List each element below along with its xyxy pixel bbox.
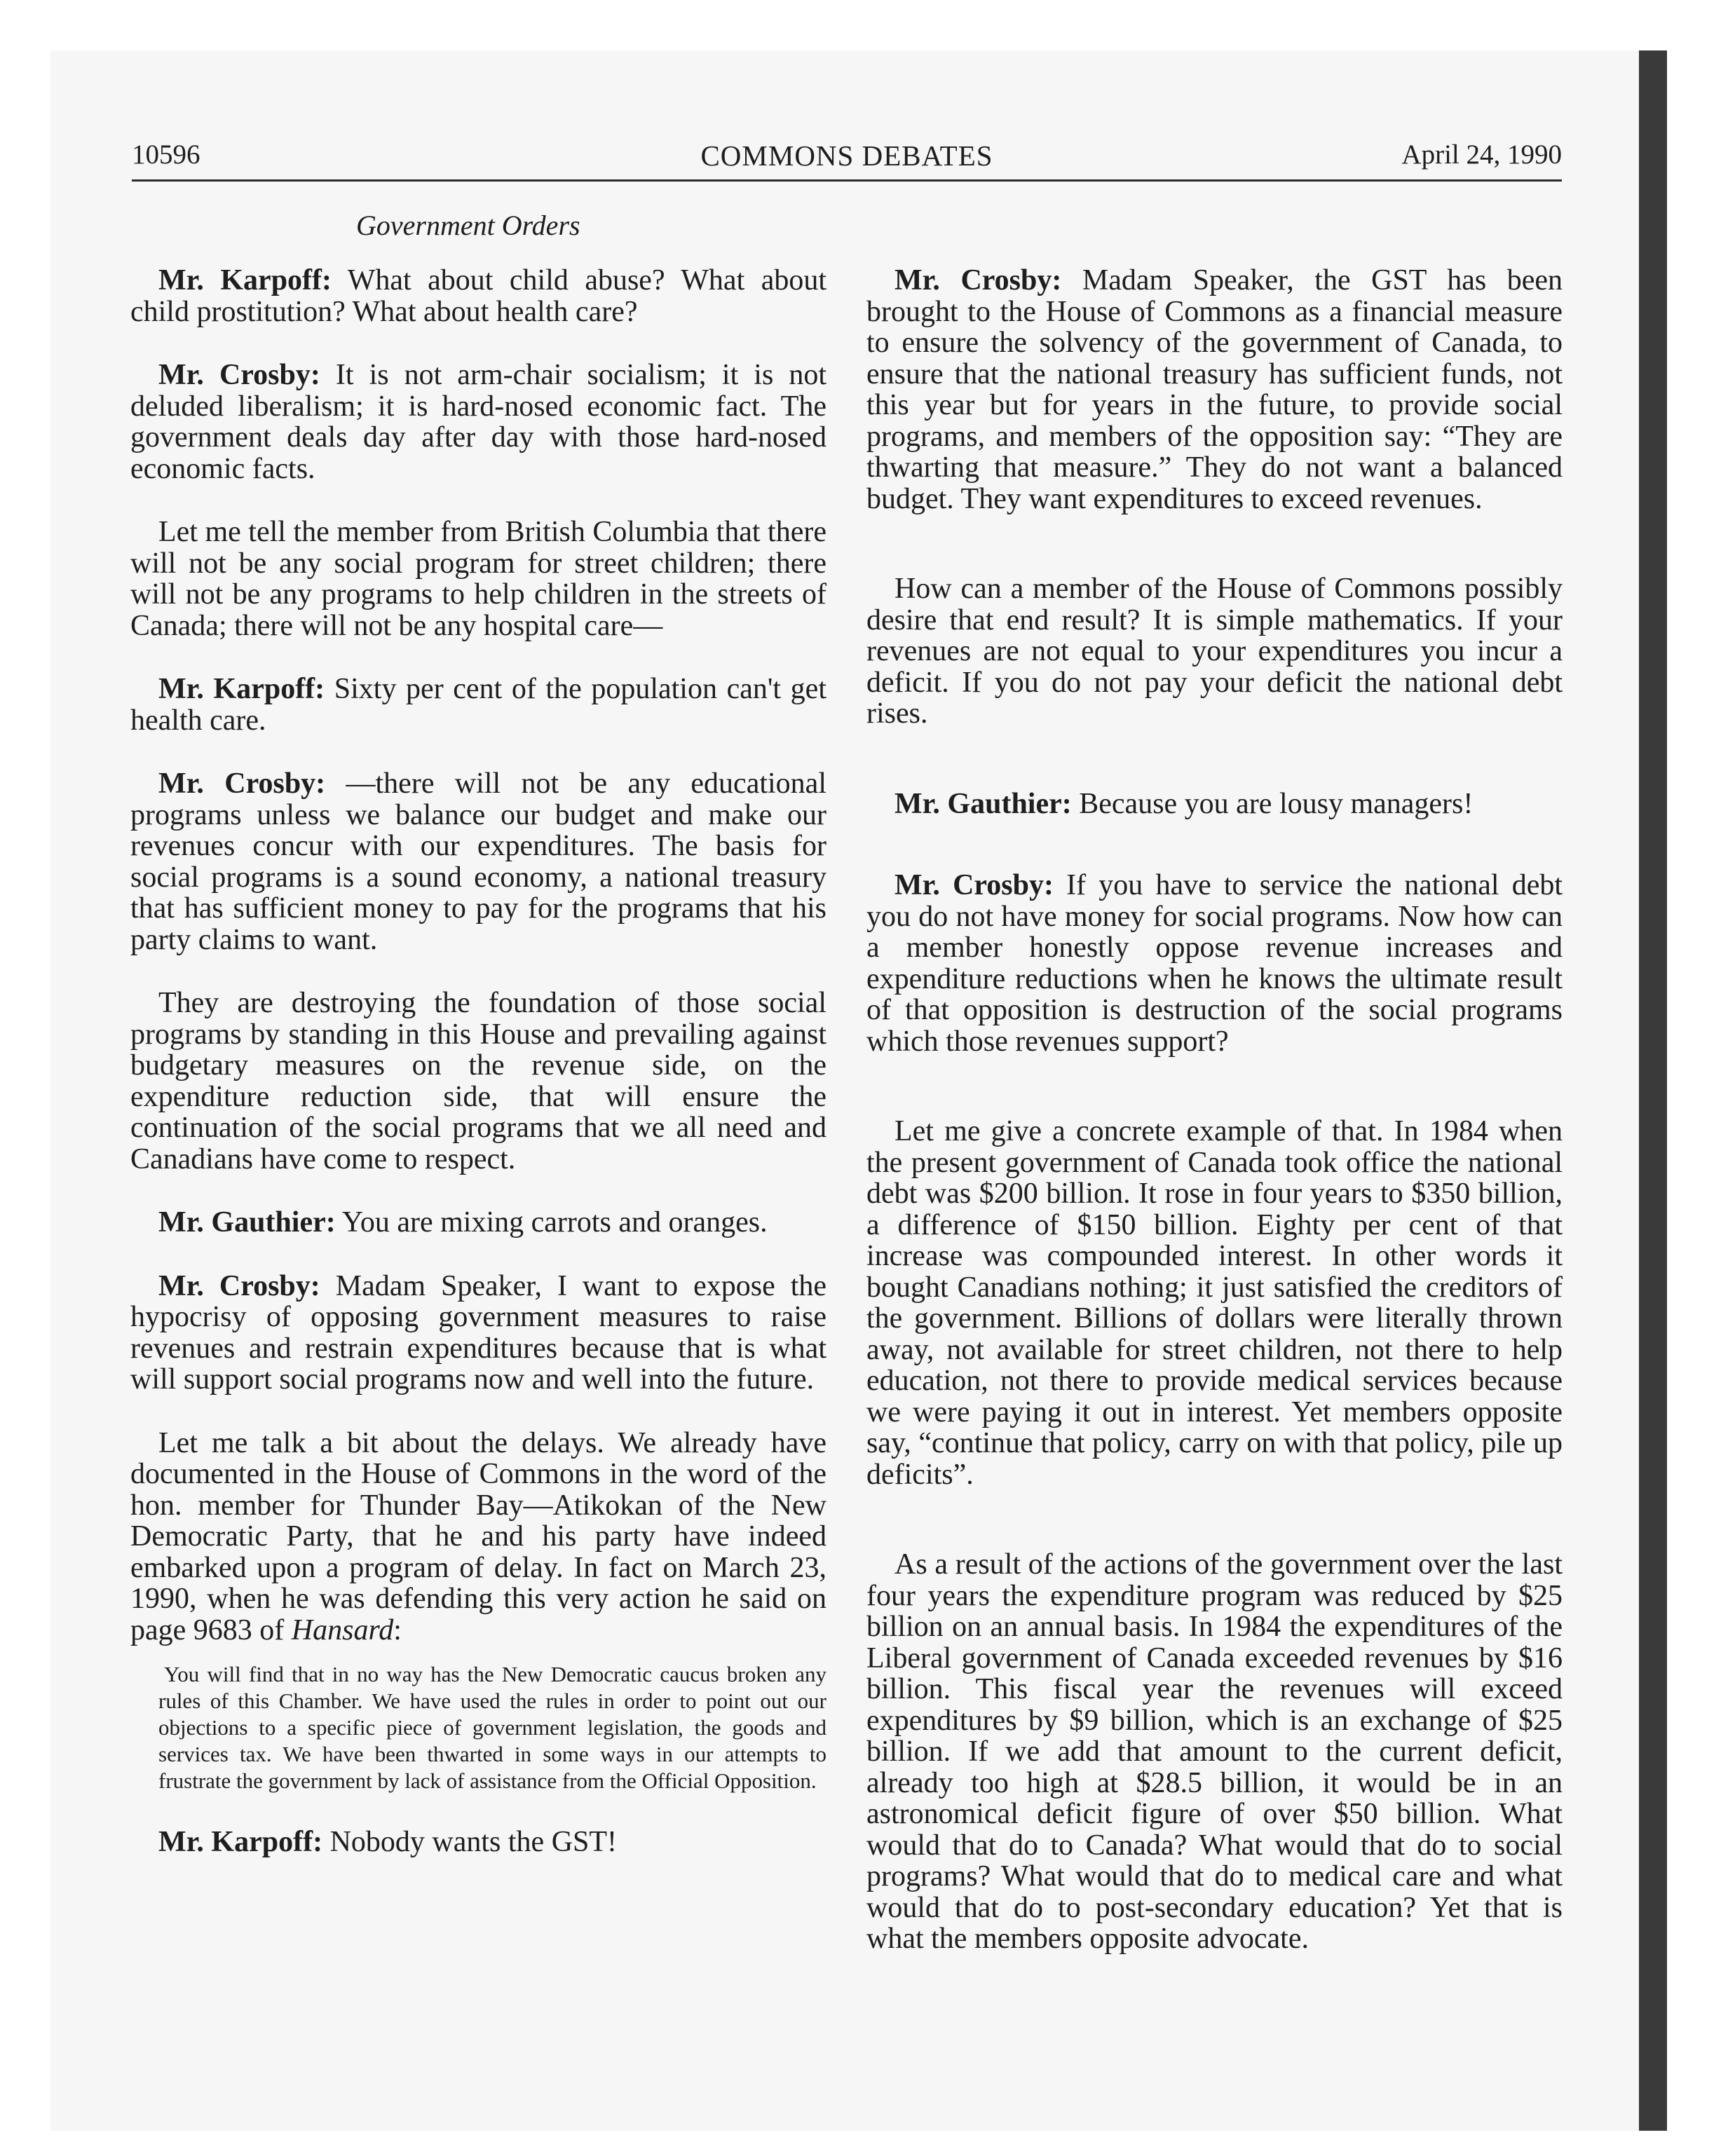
paragraph [866, 1116, 1563, 1490]
paragraph-text: Nobody wants the GST! [329, 1826, 618, 1858]
paragraph-text: How can a member of the House of Commons possibly desire that end result? It is simple mathematics. If your revenues are not equal to your expenditures you incur a deficit. If you do not pay your deficit the national debt rises. [866, 573, 1563, 730]
left-column [130, 265, 826, 1890]
paragraph [130, 988, 826, 1175]
speaker-name: Mr. Crosby: [158, 1269, 320, 1302]
publication-title: COMMONS DEBATES [700, 139, 993, 172]
paragraph [866, 789, 1563, 820]
paragraph [130, 1207, 826, 1239]
hansard-reference: Hansard [291, 1613, 394, 1646]
paragraph-text: You are mixing carrots and oranges. [341, 1206, 768, 1239]
paragraph-text: Because you are lousy managers! [1079, 787, 1474, 820]
paragraph [130, 1827, 826, 1858]
paragraph-text: Madam Speaker, I want to expose the hypocrisy of opposing government measures to raise revenues and restrain expenditures because that is what will support social programs now and well into the future. [130, 1269, 827, 1396]
paragraph [866, 870, 1563, 1057]
speaker-name: Mr. Crosby: [158, 359, 320, 391]
speaker-name: Mr. Gauthier: [158, 1206, 336, 1239]
paragraph [866, 265, 1563, 514]
paragraph-text: Sixty per cent of the population can't get health care. [130, 673, 826, 737]
paragraph [130, 1271, 826, 1396]
paragraph-text: Let me talk a bit about the delays. We already have documented in the House of Commons in the word of the hon. member for Thunder Bay—Atikokan of the New Democratic Party, that he and his party have indeed embarked upon a program of delay. In fact on March 23, 1990, when he was defending this very action he said on page 9683 of [130, 1426, 826, 1646]
page-header [132, 139, 1562, 181]
paragraph [866, 1549, 1563, 1955]
page-number: 10596 [132, 139, 200, 170]
block-quote [130, 1661, 826, 1794]
paragraph-text: If you have to service the national debt you do not have money for social programs. Now how can a member honestly oppose revenue increases and expenditure reductions when he knows the ultimate result of that opposition is destruction of the social programs which those revenues support? [866, 869, 1563, 1058]
header-rule [132, 179, 1562, 182]
binding-edge [1639, 50, 1667, 2131]
section-title: Government Orders [356, 210, 580, 241]
quote-text: You will find that in no way has the New Democratic caucus broken any rules of this Chamber. We have used the rules in order to point out our objections to a specific piece of government legislation, the goods and services tax. We have been thwarted in some ways in our attempts to frustrate the government by lack of assistance from the Official Opposition. [158, 1662, 826, 1793]
paragraph-tail: : [393, 1613, 402, 1646]
right-column [866, 265, 1563, 2014]
speaker-name: Mr. Gauthier: [894, 787, 1072, 820]
paragraph [130, 265, 826, 327]
publication-date: April 24, 1990 [1401, 139, 1562, 170]
paragraph-text: It is not arm-chair socialism; it is not deluded liberalism; it is hard-nosed economic fact. The government deals day after day with those hard-nosed economic facts. [130, 359, 826, 485]
paragraph-text: They are destroying the foundation of those social programs by standing in this House and prevailing against budgetary measures on the revenue side, on the expenditure reduction side, that will ensure the continuation of the social programs that we all need and Canadians have come to respect. [130, 987, 826, 1175]
speaker-name: Mr. Karpoff: [158, 673, 325, 705]
paragraph-text: Let me give a concrete example of that. In 1984 when the present government of Canada took office the national debt was $200 billion. It rose in four years to $350 billion, a difference of $150 billion. Eighty per cent of that increase was compounded interest. In other words it bought Canadians nothing; it just satisfied the creditors of the government. Billions of dollars were literally thrown away, not available for street children, not there to help education, not there to provide medical services because we were paying it out in interest. Yet members opposite say, “continue that policy, carry on with that policy, pile up deficits”. [866, 1115, 1563, 1491]
paragraph [866, 573, 1563, 730]
paragraph-text: What about child abuse? What about child prostitution? What about health care? [130, 264, 826, 328]
speaker-name: Mr. Crosby: [894, 869, 1054, 901]
paragraph-text: Madam Speaker, the GST has been brought to the House of Commons as a financial measure to ensure the solvency of the government of Canada, to ensure that the national treasury has sufficient funds, not this year but for years in the future, to provide social programs, and members of the opposition say: “They are thwarting that measure.” They do not want a balanced budget. They want expenditures to exceed revenues. [866, 264, 1563, 515]
speaker-name: Mr. Karpoff: [158, 1826, 323, 1858]
speaker-name: Mr. Crosby: [158, 767, 326, 800]
paragraph [130, 1428, 826, 1646]
paragraph-text: Let me tell the member from British Columbia that there will not be any social program for street children; there will not be any programs to help children in the streets of Canada; there will not be any hospital care— [130, 516, 826, 642]
speaker-name: Mr. Karpoff: [158, 264, 332, 296]
paragraph [130, 674, 826, 736]
paragraph-text: As a result of the actions of the government over the last four years the expenditure program was reduced by $25 billion on an annual basis. In 1984 the expenditures of the Liberal government of Canada exceeded revenues by $16 billion. This fiscal year the revenues will exceed expenditures by $9 billion, which is an exchange of $25 billion. If we add that amount to the current deficit, already too high at $28.5 billion, it would be in an astronomical deficit figure of over $50 billion. What would that do to Canada? What would that do to social programs? What would that do to medical care and what would that do to post-secondary education? Yet that is what the members opposite advocate. [866, 1548, 1563, 1955]
paragraph-text: —there will not be any educational programs unless we balance our budget and make our revenues concur with our expenditures. The basis for social programs is a sound economy, a national treasury that has sufficient money to pay for the programs that his party claims to want. [130, 767, 826, 956]
paragraph [130, 517, 826, 641]
paragraph [130, 768, 826, 955]
speaker-name: Mr. Crosby: [894, 264, 1062, 296]
paragraph [130, 360, 826, 484]
